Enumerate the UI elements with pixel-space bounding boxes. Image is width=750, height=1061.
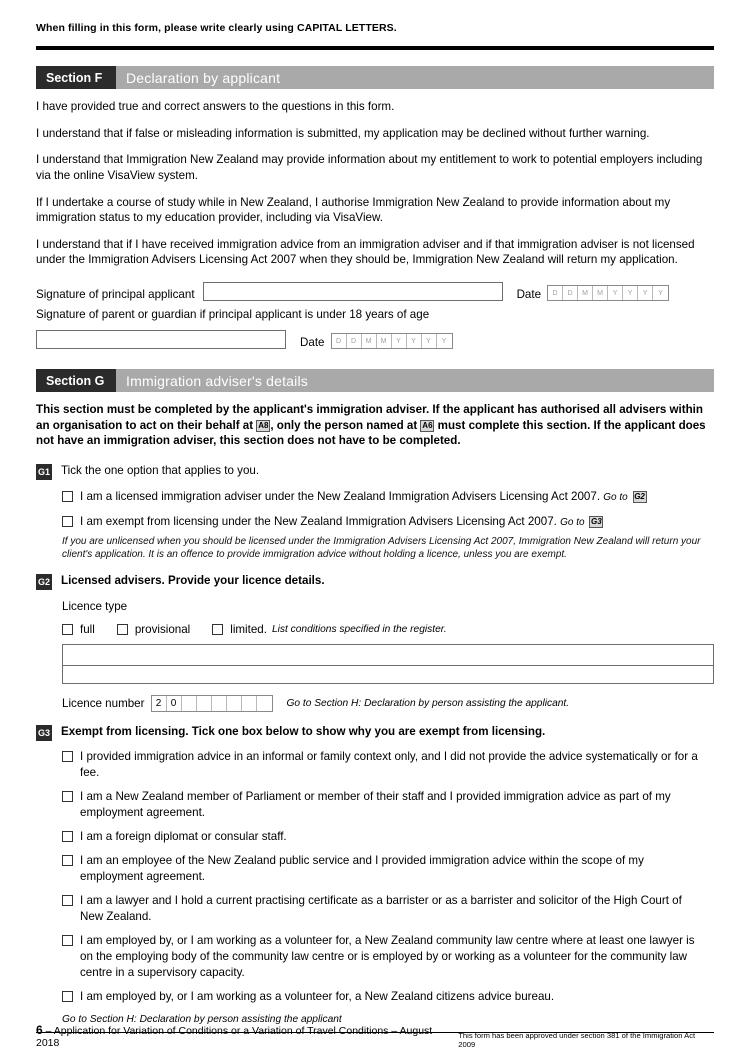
g1-option-licensed-text bbox=[80, 489, 647, 505]
g3-option-3-label: I am a foreign diplomat or consular staff. bbox=[80, 830, 287, 844]
licence-number-cell[interactable]: 0 bbox=[167, 696, 182, 711]
licence-number-cell[interactable] bbox=[182, 696, 197, 711]
guardian-signature-input[interactable] bbox=[36, 330, 286, 349]
section-g-intro bbox=[36, 402, 714, 449]
g3-option-1[interactable] bbox=[62, 749, 702, 781]
g3-option-4[interactable] bbox=[62, 853, 702, 885]
licence-number-cell[interactable] bbox=[257, 696, 272, 711]
g3-option-2-label: I am a New Zealand member of Parliament or member of their staff and I provided immigration advice as part of my employment agreement. bbox=[80, 790, 671, 820]
licence-number-cell[interactable] bbox=[197, 696, 212, 711]
section-f-paragraph-5: I understand that if I have received immigration advice from an immigration adviser and if that immigration adviser is not licensed under the Immigration Advisers Licensing Act 2007 when they should be, Immigration New Zealand will return my application. bbox=[36, 237, 695, 267]
g3-option-5-label: I am a lawyer and I hold a current practising certificate as a barrister or as a barrister and solicitor of the High Court of New Zealand. bbox=[80, 894, 682, 924]
principal-signature-label: Signature of principal applicant bbox=[36, 288, 195, 302]
section-f-paragraph-1: I have provided true and correct answers to the questions in this form. bbox=[36, 100, 395, 113]
g1-warning-text: If you are unlicensed when you should be licensed under the Immigration Advisers Licensing Act 2007, Immigration New Zealand will return your client's application. It is an offence to provide immigration advice without holding a licence, unless you are exempt. bbox=[62, 536, 701, 561]
g3-option-5[interactable] bbox=[62, 893, 702, 925]
goto-text: Go to bbox=[603, 492, 628, 504]
date-cell[interactable]: D bbox=[347, 334, 362, 348]
capital-letters-note: When filling in this form, please write clearly using CAPITAL LETTERS. bbox=[36, 22, 397, 34]
footer-approval-note: This form has been approved under section 381 of the Immigration Act 2009 bbox=[458, 1031, 696, 1049]
guardian-date-input[interactable] bbox=[331, 333, 453, 349]
checkbox-exempt-citizens-advice[interactable] bbox=[62, 991, 73, 1002]
question-g2 bbox=[36, 573, 714, 590]
licence-type-limited[interactable] bbox=[212, 623, 446, 636]
licence-type-options bbox=[62, 623, 714, 636]
section-g-title: Immigration adviser's details bbox=[116, 369, 714, 392]
guardian-signature-row bbox=[36, 330, 714, 349]
checkbox-licensed-adviser[interactable] bbox=[62, 491, 73, 502]
question-g1-prompt: Tick the one option that applies to you. bbox=[61, 464, 260, 478]
section-f-tag: Section F bbox=[36, 66, 116, 89]
section-g-tag: Section G bbox=[36, 369, 116, 392]
licence-type-label: Licence type bbox=[62, 600, 128, 614]
checkbox-exempt-lawyer[interactable] bbox=[62, 895, 73, 906]
section-f-paragraph-4: If I undertake a course of study while in New Zealand, I authorise Immigration New Zealand to provide information about my immigration status to my education provider, including via VisaView. bbox=[36, 195, 671, 225]
section-g-intro-part-2: , only the person named at bbox=[270, 418, 421, 432]
g3-option-7-label: I am employed by, or I am working as a volunteer for, a New Zealand citizens advice bureau. bbox=[80, 990, 555, 1004]
checkbox-licence-provisional[interactable] bbox=[117, 624, 128, 635]
checkbox-exempt-diplomat[interactable] bbox=[62, 831, 73, 842]
ref-tag-a8: A8 bbox=[258, 420, 269, 430]
licence-type-full-label: full bbox=[80, 623, 95, 637]
section-f-paragraph-2: I understand that if false or misleading information is submitted, my application may be declined without further warning. bbox=[36, 126, 650, 140]
section-f-header bbox=[36, 66, 714, 89]
date-cell[interactable]: Y bbox=[441, 337, 447, 345]
licence-type-limited-label: limited. bbox=[230, 623, 267, 637]
g3-option-3[interactable] bbox=[62, 829, 702, 845]
date-cell[interactable]: M bbox=[593, 286, 608, 300]
licence-limited-note: List conditions specified in the register. bbox=[271, 624, 447, 636]
checkbox-licence-full[interactable] bbox=[62, 624, 73, 635]
checkbox-exempt-community-law[interactable] bbox=[62, 935, 73, 946]
question-number-g3: G3 bbox=[36, 725, 52, 741]
date-cell[interactable]: Y bbox=[608, 286, 623, 300]
g1-option-1-label: I am a licensed immigration adviser under the New Zealand Immigration Advisers Licensing Act 2007. bbox=[80, 490, 601, 504]
g1-option-exempt[interactable] bbox=[62, 514, 714, 530]
licence-number-label: Licence number bbox=[62, 697, 145, 711]
licence-conditions-input-line2[interactable] bbox=[62, 666, 714, 684]
licence-number-note: Go to Section H: Declaration by person assisting the applicant. bbox=[286, 698, 570, 710]
g3-option-7[interactable] bbox=[62, 989, 702, 1005]
licence-number-row bbox=[62, 695, 714, 712]
date-cell[interactable]: Y bbox=[422, 334, 437, 348]
date-cell[interactable]: M bbox=[362, 334, 377, 348]
checkbox-exempt-public-service[interactable] bbox=[62, 855, 73, 866]
date-cell[interactable]: M bbox=[377, 334, 392, 348]
g3-goto-footer: Go to Section H: Declaration by person assisting the applicant bbox=[62, 1014, 342, 1026]
principal-signature-input[interactable] bbox=[203, 282, 503, 301]
checkbox-licence-limited[interactable] bbox=[212, 624, 223, 635]
date-cell[interactable]: D bbox=[548, 286, 563, 300]
question-g3 bbox=[36, 724, 714, 741]
question-number-g1: G1 bbox=[36, 464, 52, 480]
g3-option-1-label: I provided immigration advice in an informal or family context only, and I did not provide the advice systematically or for a fee. bbox=[80, 750, 698, 780]
date-cell[interactable]: Y bbox=[407, 334, 422, 348]
g1-option-licensed[interactable] bbox=[62, 489, 714, 505]
page-number: 6 bbox=[36, 1023, 43, 1037]
date-cell[interactable]: D bbox=[563, 286, 578, 300]
licence-number-cell[interactable] bbox=[227, 696, 242, 711]
question-g2-prompt: Licensed advisers. Provide your licence details. bbox=[61, 574, 325, 588]
footer-form-title: – Application for Variation of Conditions or a Variation of Travel Conditions – August 2018 bbox=[36, 1025, 433, 1049]
date-cell[interactable]: Y bbox=[658, 289, 663, 297]
licence-conditions-input[interactable] bbox=[62, 644, 714, 666]
licence-number-cell[interactable]: 2 bbox=[152, 696, 167, 711]
licence-type-full[interactable] bbox=[62, 623, 95, 636]
date-cell[interactable]: Y bbox=[638, 286, 653, 300]
g1-option-1-goto bbox=[603, 492, 646, 503]
licence-number-cell[interactable] bbox=[242, 696, 257, 711]
principal-date-label: Date bbox=[516, 288, 542, 302]
goto-text: Go to bbox=[560, 516, 585, 528]
g1-option-2-goto bbox=[560, 517, 603, 528]
header-rule bbox=[36, 46, 714, 50]
principal-signature-row bbox=[36, 282, 714, 301]
g1-option-exempt-text bbox=[80, 514, 603, 530]
section-f-title: Declaration by applicant bbox=[116, 66, 714, 89]
date-cell[interactable]: D bbox=[332, 334, 347, 348]
date-cell[interactable]: Y bbox=[392, 334, 407, 348]
page-footer bbox=[36, 1023, 714, 1049]
date-cell[interactable]: Y bbox=[623, 286, 638, 300]
licence-number-input[interactable] bbox=[151, 695, 273, 712]
question-number-g2: G2 bbox=[36, 574, 52, 590]
question-g1 bbox=[36, 463, 714, 480]
guardian-signature-label: Signature of parent or guardian if principal applicant is under 18 years of age bbox=[36, 308, 430, 322]
checkbox-exempt-mp[interactable] bbox=[62, 791, 73, 802]
g3-option-2[interactable] bbox=[62, 789, 702, 821]
date-cell[interactable]: M bbox=[578, 286, 593, 300]
goto-tag-g2: G2 bbox=[634, 492, 645, 502]
licence-type-provisional-label: provisional bbox=[134, 623, 191, 637]
g3-option-4-label: I am an employee of the New Zealand public service and I provided immigration advice within the scope of my employment agreement. bbox=[80, 854, 644, 884]
g1-option-2-label: I am exempt from licensing under the New Zealand Immigration Advisers Licensing Act 2007. bbox=[80, 514, 557, 528]
licence-type-provisional[interactable] bbox=[117, 623, 190, 636]
question-g3-prompt: Exempt from licensing. Tick one box below to show why you are exempt from licensing. bbox=[61, 725, 546, 739]
section-g-intro-part-3: must complete this section. If the applicant does not have an immigration adviser, this section does not have to be completed. bbox=[36, 418, 706, 448]
section-g-header bbox=[36, 369, 714, 392]
principal-date-input[interactable] bbox=[547, 285, 669, 301]
section-g-intro-part-1: This section must be completed by the applicant's immigration adviser. If the applicant has authorised all advisers within an organisation to act on their behalf at bbox=[36, 403, 703, 432]
ref-tag-a6: A6 bbox=[422, 420, 433, 430]
guardian-date-label: Date bbox=[300, 336, 325, 350]
licence-number-cell[interactable] bbox=[212, 696, 227, 711]
section-f-paragraph-3: I understand that Immigration New Zealand may provide information about my entitlement to work to potential employers including via the online VisaView system. bbox=[36, 153, 703, 182]
g3-option-6[interactable] bbox=[62, 933, 702, 981]
goto-tag-g3: G3 bbox=[591, 517, 602, 527]
g3-option-6-label: I am employed by, or I am working as a volunteer for, a New Zealand community law centre where at least one lawyer is on the employing body of the community law centre or is employed by or working as a volunteer for the community law centre in a supervisory capacity. bbox=[80, 934, 695, 980]
checkbox-exempt-informal[interactable] bbox=[62, 751, 73, 762]
footer-left bbox=[36, 1023, 458, 1049]
checkbox-exempt-licensing[interactable] bbox=[62, 516, 73, 527]
